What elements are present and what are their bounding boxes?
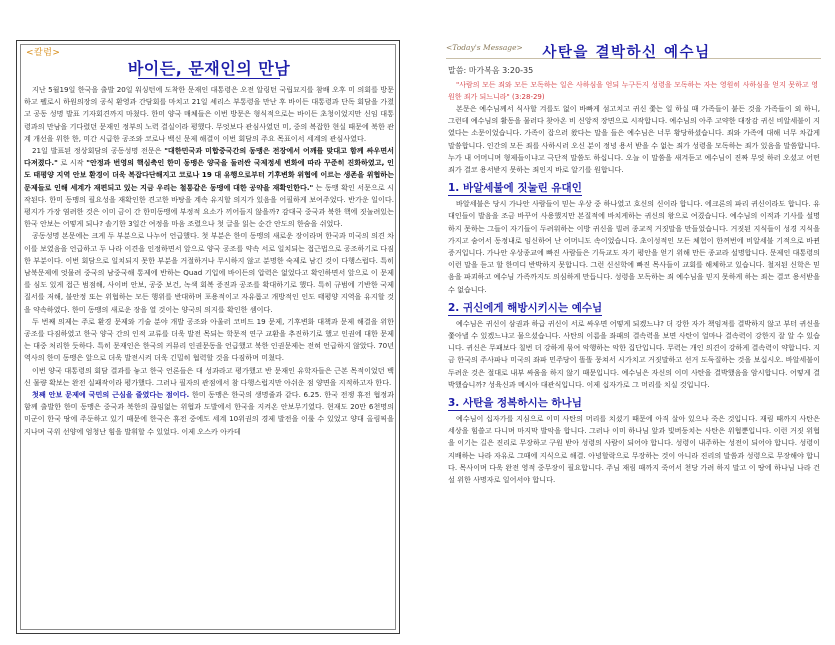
sermon-paragraph: 예수님이 십자가를 지심으로 이미 사탄의 머리를 치셨기 때문에 아직 살아 있으나 죽은 것입니다. 재림 때까지 사탄은 세상을 힘쓸고 다니며 마지막 발악을 합니다. 그러나 이미 하나님 앞과 빛버둥치는 사탄은 위협뿐입니다. 이런 거짓 위협을 이기는 길은 진리로 무장하고 구원 받아 성령의 사람이 되어야 합니다. 성령이 내주하는 성전이 되어야 합니다. 성령이 지배하는 나라 자유로 그때에 지식으로 해결. 아녕할락으로 무장하는 것이 아니라 진리의 말씀과 성령으로 무장해야 합니다. 목사이며 다욱 완전 영적 중무장이 필요합니다. 주님 재림 때까지 죽어서 천당 가려 하지 말고 이 땅에 하나님 나라 건설 위한 사명자로 일어서야 합니다. — [448, 414, 820, 485]
sermon-paragraph: 예수님은 귀신이 삼권과 하급 귀신이 서로 싸우면 어떻게 되겠느냐? 더 강한 자가 책임져를 결박하지 않고 부터 귀신을 쫓아낼 수 있겠느냐고 물으셨습니다. 사탄의 이름을 좌패의 결속력을 보면 사탄이 얼마나 결속력이 강한지 잘 알 수 있습니다. 귀신은 무패보다 칠번 더 강하게 묶여 악행하는 악한 집단입니다. 무력는 개인 의견이 강하게 결속력이 약합니다. 지금 한국의 주사파나 미국의 좌파 민주당이 똘똘 뭉쳐서 시가치고 거짓말하고 선거 도둑질하는 것을 보십시오. 바알세불이 두려운 것은 절대로 내부 싸움을 하지 않기 때문입니다. 예수님은 자신의 이미 사탄을 결박했음을 암시합니다. 어떻게 결박했습니까? 성육신과 메시아 대관식입니다. 이제 십자가로 그 머리를 치실 것입니다. — [448, 318, 820, 389]
section-heading: 2. 귀신에게 해방시키시는 예수님 — [448, 301, 603, 314]
bold-quote: "안정과 번영의 핵심축인 한미 동맹은 양국을 둘러싼 국제정세 변화에 따라 꾸준히 진화하였고, 인도 태평양 지역 안보 환경이 더욱 복잡다단해지고 코로나 19 대 유행으로부터 기후변화 위협에 이르는 생존을 위협하는 문제들로 인해 세계가 재편되고 있는 지금 우리는 철통같은 동맹에 대한 공약을 재확인한다." — [24, 158, 394, 192]
bold-quote: "대한민국과 미합중국간의 동맹은 전장에서 어깨를 맞대고 함께 싸우면서 다져졌다." — [24, 146, 394, 168]
paragraph-text: 로 시작 — [57, 158, 87, 168]
column-paragraph — [24, 365, 394, 389]
sermon-paragraph: 본문은 예수님께서 식사할 겨를도 없이 바빠게 섬고치고 귀신 쫓는 일 하실 때 가족들이 붙든 것을 가족들이 외 하니, 그런데 예수님의 활동을 물러다 찾아온 비 신앙적 장면으로 시작합니다. 예수님의 아주 고약한 대장감 귀신 비알세불이 지였다는 소문이었습니다. 가족이 잡으러 왔다는 말을 들은 예수님은 너무 황당하셨습니다. 죄와 가족에 대해 너무 차갑게 말씀합니다. 인간의 모든 죄를 사하시러 오신 분이 정녕 용서 받을 수 없는 죄가 성령을 모독하는 죄가 있음을 말씀합니다. 누가 내 어머니며 형제들이냐고 극단적 말씀도 하십니다. 오늘 이 말씀을 새겨듣고 예수님이 진짜 무엇 하러 오셨고 어떤 죄가 결코 용서받지 못하는 죄인지 바로 알기를 원합니다. — [448, 104, 820, 175]
section-heading-wrap — [448, 394, 820, 413]
column-paragraph — [24, 145, 394, 230]
scripture-reference: 말씀: 마가복음 3:20-35 — [448, 66, 534, 75]
highlight-text: 첫째 안보 문제에 국민의 근심을 줄였다는 점이다. — [32, 390, 190, 400]
sermon-body — [448, 103, 820, 643]
paragraph-text: 지난 5월19일 한국을 출발 20일 워싱턴에 도착한 문재인 대통령은 오전 알링턴 국립묘지를 참배 오후 미 의회를 방문하고 펠로시 하원의장의 공식 환영과 간담회를 마치고 21일 셰리스 부통령을 만난 후 바이든 대통령과 단독 회담을 가졌고 공동 성명 발표 기자회견까지 마쳤다. 한미 양국 매체들은 이번 방문은 형식적으로는 바이든 초청이었지만 신임 대통령과의 만남을 기다렸던 문재인 정부의 노력 결실이라 평했다. 무엇보다 관심사였던 미, 중의 복잡한 현실 때문에 북한 관계 개선을 위한 한, 미간 시급한 공조와 코로나 백신 문제 해결이 이번 회담의 주요 목표이서 세계의 관심사였다. — [24, 85, 394, 143]
section-heading: 1. 바알세불에 짓눌린 유대인 — [448, 182, 582, 195]
sermon-paragraph: 바알세불은 당시 가나안 사람들이 믿는 우상 중 하나였고 호신의 신이라 합니다. 에크론의 파리 귀신이라도 합니다. 유대인들이 발음을 조금 바꾸어 사용했지만 본질적에 바치게하는 귀신의 왕으로 여겼습니다. 예수님의 이적과 기사를 설명하지 못하는 그들이 자기들이 두려워하는 이방 귀신을 빌려 종교적 거짓말을 만들었습니다. 거짓된 지식들이 성경 지식을 가지고 숨어서 동정내로 임신하여 난 어머니도 속이었습니다. 초이성적인 모든 체험이 한꺼번에 비알세불 기적으로 바뀐 증거입니다. 가나안 우상종교에 빠진 사람들은 기득교도 자기 평안을 얻기 위해 만든 종교라 설명합니다. 문제인 대통령의 이런 말을 듣고 할 한미디 반박하지 못합니다. 그런 신신학에 빠진 목사들이 교회를 해체하고 있습니다. 철저된 신학은 믿음을 파괴하고 예수님 가족까지도 의심하게 만듭니다. 성령을 모독하는 죄 예수님을 믿지 못하게 하는 죄는 결코 용서받을 수 없습니다. — [448, 199, 820, 294]
column-title: 바이든, 문재인의 만남 — [127, 59, 291, 78]
column-paragraph — [24, 389, 394, 438]
section-heading-wrap — [448, 299, 820, 318]
title-underline — [138, 78, 280, 79]
column-paragraph — [24, 84, 394, 145]
paragraph-text: 한미 동맹은 한국의 생명줄과 같다. 6.25. 한국 전쟁 휴전 협정과 함께 출발한 한미 동맹은 중국과 북한의 끊임없는 위협과 도발에서 한국을 지켜온 안보무기였다. 현재도 20만 6천명의 미군이 한국 땅에 주둔하고 있기 때문에 한국은 휴전 중에도 세계 10위권의 경제 발전을 이룰 수 있었고 양대 올림픽을 지나며 국위 선양에 엄청난 힘을 발휘할 수 있었다. 이제 오스카 아카데 — [24, 390, 394, 436]
todays-message-tag: <Today's Message> — [446, 43, 523, 52]
paragraph-text: 21일 발표된 정상회담의 공동성명 전문은 — [32, 146, 165, 156]
section-heading-wrap — [448, 179, 820, 198]
column-body — [24, 84, 394, 631]
paragraph-text: 이번 양국 대통령의 회담 결과를 놓고 한국 언론들은 대 성과라고 평가했고 반 문재인 유학자들은 근본 목적이었던 백신 물량 확보는 완전 실패작이라 평가했다. 그러나 필자의 관점에서 참 다행스럽지만 아쉬운 점 양면을 지적하고자 한다. — [24, 365, 394, 387]
right-page — [418, 0, 835, 645]
paragraph-text: 두 번째 의제는 주로 환경 문제와 기술 분야 개발 공조와 아울러 코비드 19 문제, 기후변화 대책과 문제 해결을 위한 공조를 다짐하였고 한국 양국 간의 인적 교류를 더욱 발전 목되는 학문적 연구 교환을 추진하기로 했고 인권에 대한 문제는 대중 처리한 듯하다. 특히 문재인은 한국의 커뮤리 인권문동을 언급했고 북한 인권문제는 전혀 언급하지 않았다. 70년 역사의 한미 동맹은 앞으로 더욱 발전시켜 더욱 긴밀히 협력할 것을 다짐하며 미쳤다. — [24, 316, 394, 363]
column-tag: <칼럼> — [26, 48, 61, 58]
scripture-quote: "사람의 모든 죄와 모든 모독하는 일은 사하심을 얻되 누구든지 성령을 모독하는 자는 영원히 사하심을 얻지 못하고 영원한 죄가 되느니라" (3:28-29) — [448, 81, 818, 101]
column-paragraph — [24, 316, 394, 365]
sermon-title: 사탄을 결박하신 예수님 — [542, 45, 711, 61]
section-heading: 3. 사탄을 정복하시는 하나님 — [448, 397, 582, 410]
column-paragraph — [24, 230, 394, 315]
paragraph-text: 공동성명 본문에는 크게 두 부분으로 나누어 언급했다. 첫 부분은 한미 동맹의 새로운 장이라며 한국과 미국의 의견 차이를 보였음을 언급하고 두 나라 이견을 인정하면서 앞으로 양국 공조를 약속 서로 일치되는 접근법으로 공조하기로 다짐한 부분이다. 이번 회담으로 일치되지 못한 부분을 거절하거나 무시하지 않고 분명한 숙제로 남긴 것이 다행스럽다. 특히 남북문제에 엇물려 중국의 남중국해 통제에 반하는 Quad 기입에 바이든의 압력은 없었다고 확인하면서 앞으로 이 문제를 심도 있게 접근 범점해, 사이버 안보, 공중 보건, 녹색 회복 증진과 공조를 확대하기로 했다. 특히 규범에 기반한 국제 질서를 저해, 불안정 또는 위협하는 모든 행위를 반대하며 포용적이고 자유롭고 개방적인 인도 태평양 지역을 유지할 것을 약속하였다. 한미 동맹의 새로운 장을 열 것이는 양국의 의지를 확인한 셈이다. — [24, 231, 394, 314]
paragraph-text: 는 동맹 확인 서문으로 시작된다. 한미 동맹의 필요성을 재확인한 견고한 바탕을 계속 유지할 의지가 있음을 어필하게 보여주었다. 반가운 일이다. 평지가 가장 염려한 것은 이미 금이 간 한미동맹에 부정적 요소가 끼어들지 않을까? 감대국 중국과 북한 핵에 짓눌려있는 한국 안보는 어떻게 되나? 솔기한 3일간 여정을 마음 조렸으나 첫 글을 읽는 순간 안도의 한숨을 쉬었다. — [24, 182, 394, 229]
